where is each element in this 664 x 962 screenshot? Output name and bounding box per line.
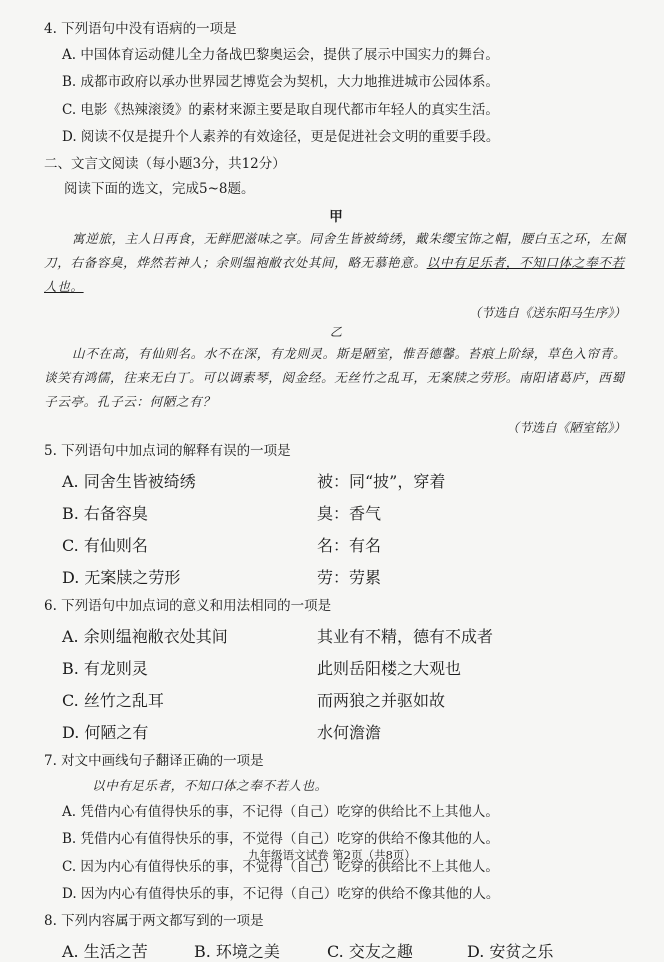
q4-option-d: D. 阅读不仅是提升个人素养的有效途径，更是促进社会文明的重要手段。 — [62, 128, 500, 145]
q6-c-left: C. 丝竹之乱耳 — [62, 690, 164, 710]
q4-option-b: B. 成都市政府以承办世界园艺博览会为契机，大力地推进城市公园体系。 — [62, 74, 500, 91]
q7-option-b: B. 凭借内心有值得快乐的事，不觉得（自己）吃穿的供给不像其他的人。 — [62, 831, 500, 848]
passage-a-text — [44, 227, 628, 299]
q7-option-a: A. 凭借内心有值得快乐的事，不记得（自己）吃穿的供给比不上其他人。 — [62, 804, 499, 821]
q6-a-left: A. 余则缊袍敝衣处其间 — [62, 626, 228, 646]
q4-stem: 4. 下列语句中没有语病的一项是 — [44, 21, 237, 37]
passage-a-main: 寓逆旅，主人日再食，无鲜肥滋味之享。同舍生皆被绮绣，戴朱缨宝饰之帽，腰白玉之环，左佩刀，右备容臭，烨然若神人；余则缊袍敝衣处其间，略无慕艳意。 — [44, 230, 627, 270]
page-footer: 九年级语文试卷 第2页（共8页） — [248, 848, 416, 862]
q7-option-d: D. 因为内心有值得快乐的事，不记得（自己）吃穿的供给不像其他的人。 — [62, 885, 500, 902]
q5-row-c — [44, 533, 628, 556]
passage-b-label: 乙 — [329, 324, 342, 339]
q6-row-a — [44, 624, 628, 647]
q5-d-phrase: D. 无案牍之劳形 — [62, 567, 181, 587]
q5-row-d — [44, 565, 628, 588]
q6-row-c — [44, 688, 628, 711]
q7-sentence: 以中有足乐者，不知口体之奉不若人也。 — [92, 778, 328, 794]
q5-d-gloss: 劳：劳累 — [317, 567, 382, 587]
q6-c-right: 而两狼之并驱如故 — [317, 690, 446, 710]
q7-stem: 7. 对文中画线句子翻译正确的一项是 — [44, 752, 264, 769]
q6-row-d — [44, 720, 628, 743]
q6-stem: 6. 下列语句中加点词的意义和用法相同的一项是 — [44, 597, 332, 614]
passage-b-source: （节选自《陋室铭》） — [506, 419, 626, 435]
passage-b-text: 山不在高，有仙则名。水不在深，有龙则灵。斯是陋室，惟吾德馨。苔痕上阶绿，草色入帘青。谈笑有鸿儒，往来无白丁。可以调素琴，阅金经。无丝竹之乱耳，无案牍之劳形。南阳诸葛庐，西蜀子云亭。孔子云：何陋之有？ — [44, 345, 627, 409]
q5-a-phrase: A. 同舍生皆被绮绣 — [62, 471, 196, 491]
q8-option-c: C. 交友之趣 — [327, 942, 413, 962]
q5-a-gloss: 被：同“披”，穿着 — [317, 471, 446, 491]
q6-d-left: D. 何陋之有 — [62, 722, 149, 742]
q7-option-c: C. 因为内心有值得快乐的事，不觉得（自己）吃穿的供给比不上其他人。 — [62, 858, 499, 875]
q6-b-left: B. 有龙则灵 — [62, 658, 148, 678]
q6-row-b — [44, 656, 628, 679]
q8-option-b: B. 环境之美 — [194, 942, 280, 962]
q6-a-right: 其业有不精，德有不成者 — [317, 626, 494, 646]
section-intro: 阅读下面的选文，完成5~8题。 — [64, 181, 255, 198]
passage-a-source: （节选自《送东阳马生序》） — [468, 304, 626, 320]
q5-c-phrase: C. 有仙则名 — [62, 535, 148, 555]
q8-stem: 8. 下列内容属于两文都写到的一项是 — [44, 913, 264, 930]
q5-c-gloss: 名：有名 — [317, 535, 382, 555]
section-heading: 二、文言文阅读（每小题3分，共12分） — [44, 156, 286, 173]
q8-option-a: A. 生活之苦 — [62, 942, 148, 962]
q5-row-a — [44, 469, 628, 492]
q5-b-gloss: 臭：香气 — [317, 503, 382, 523]
q6-d-right: 水何澹澹 — [317, 722, 382, 742]
q4-option-c: C. 电影《热辣滚烫》的素材来源主要是取自现代都市年轻人的真实生活。 — [62, 101, 499, 118]
q5-b-phrase: B. 右备容臭 — [62, 503, 148, 523]
passage-a-label: 甲 — [329, 208, 343, 225]
q8-options — [44, 939, 628, 962]
q4-option-a: A. 中国体育运动健儿全力备战巴黎奥运会，提供了展示中国实力的舞台。 — [62, 47, 499, 64]
passage-a-underlined-sentence: 以中有足乐者，不知口体之奉不若人也。 — [44, 254, 625, 294]
q5-stem: 5. 下列语句中加点词的解释有误的一项是 — [44, 442, 291, 459]
q8-option-d: D. 安贫之乐 — [467, 942, 554, 962]
q5-row-b — [44, 501, 628, 524]
q6-b-right: 此则岳阳楼之大观也 — [317, 658, 462, 678]
